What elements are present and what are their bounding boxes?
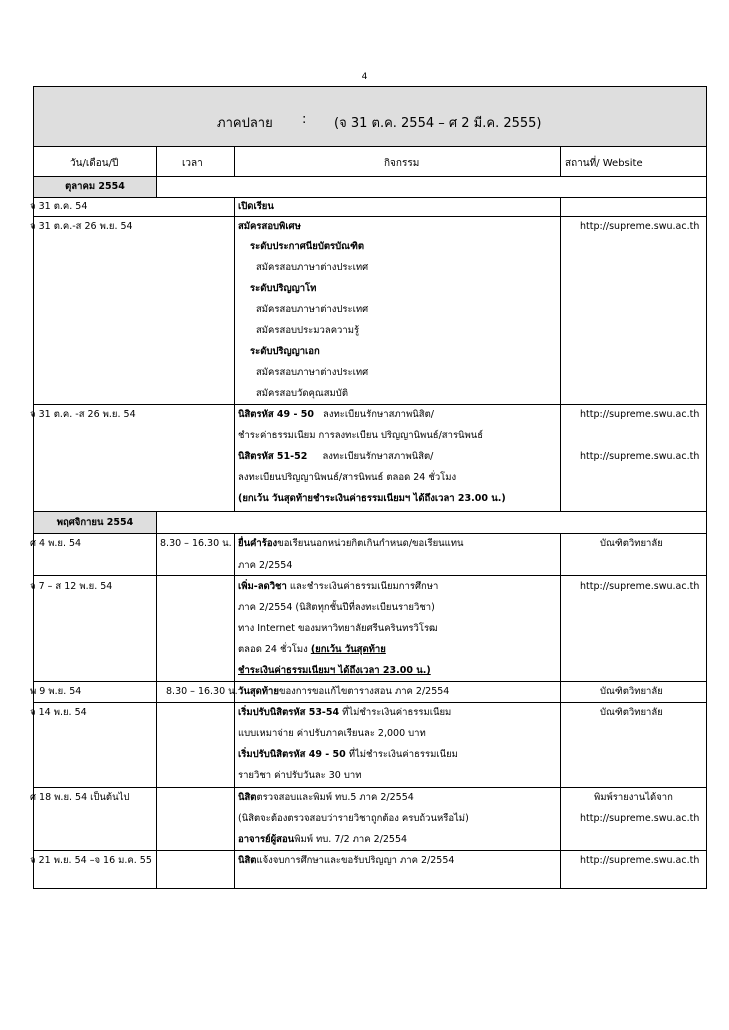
month-row <box>34 512 706 534</box>
activity-text: ตรวจสอบและพิมพ์ ทบ.5 ภาค 2/2554 <box>256 792 414 803</box>
term-banner <box>34 87 706 147</box>
header-time: เวลา <box>182 158 203 169</box>
activity-line: สมัครสอบภาษาต่างประเทศ <box>256 304 369 315</box>
column-header-row <box>34 147 706 177</box>
row-date: จ 31 ต.ค. 54 <box>30 201 88 212</box>
activity-line <box>238 409 434 421</box>
row-divider <box>34 404 706 405</box>
website-link[interactable]: http://supreme.swu.ac.th <box>580 221 700 232</box>
column-divider <box>234 534 235 888</box>
activity-line: สมัครสอบวัดคุณสมบัติ <box>256 388 348 399</box>
row-place: พิมพ์รายงานได้จาก <box>594 792 673 803</box>
activity-text: ของการขอแก้ไขตารางสอน ภาค 2/2554 <box>278 686 450 697</box>
activity-line <box>238 749 458 761</box>
row-place: บัณฑิตวิทยาลัย <box>600 707 663 718</box>
activity-line: (ยกเว้น วันสุดท้ายชำระเงินค่าธรรมเนียมฯ ได้ถึงเวลา 23.00 น.) <box>238 493 506 504</box>
activity-line <box>238 855 454 867</box>
website-link[interactable]: http://supreme.swu.ac.th <box>580 813 700 824</box>
activity-line: ชำระเงินค่าธรรมเนียมฯ ได้ถึงเวลา 23.00 น.) <box>238 665 431 676</box>
activity-text: และชำระเงินค่าธรรมเนียมการศึกษา <box>286 581 439 592</box>
activity-bold: ยื่นคำร้อง <box>238 538 278 549</box>
row-time: 8.30 – 16.30 น. <box>166 686 238 697</box>
activity-bold: อาจารย์ผู้สอน <box>238 834 295 845</box>
row-date: จ 21 พ.ย. 54 –จ 16 ม.ค. 55 <box>30 855 152 866</box>
month-label: ตุลาคม 2554 <box>34 177 157 197</box>
row-divider <box>34 575 706 576</box>
activity-bold: นิสิต <box>238 855 257 866</box>
header-divider <box>234 147 235 176</box>
row-date: จ 31 ต.ค. -ส 26 พ.ย. 54 <box>30 409 136 420</box>
activity-line: เปิดเรียน <box>238 201 274 212</box>
activity-line <box>238 792 414 804</box>
activity-text: ที่ไม่ชำระเงินค่าธรรมเนียม <box>345 749 458 760</box>
activity-line: สมัครสอบภาษาต่างประเทศ <box>256 367 369 378</box>
month-label: พฤศจิกายน 2554 <box>34 512 157 533</box>
activity-line: รายวิชา ค่าปรับวันละ 30 บาท <box>238 770 362 781</box>
month-row <box>34 177 706 198</box>
calendar-table <box>30 86 707 889</box>
activity-bold: เริ่มปรับนิสิตรหัส 53-54 <box>238 707 340 718</box>
column-divider <box>156 534 157 888</box>
activity-line: ระดับประกาศนียบัตรบัณฑิต <box>250 241 365 252</box>
activity-bold: (ยกเว้น วันสุดท้าย <box>310 644 386 655</box>
row-date: จ 31 ต.ค.-ส 26 พ.ย. 54 <box>30 221 133 232</box>
row-date: พ 9 พ.ย. 54 <box>30 686 82 697</box>
activity-text: ตลอด 24 ชั่วโมง <box>238 644 311 655</box>
activity-bold: นิสิตรหัส 51-52 <box>238 451 308 462</box>
activity-line <box>238 581 438 593</box>
row-date: จ 14 พ.ย. 54 <box>30 707 87 718</box>
row-place: บัณฑิตวิทยาลัย <box>600 538 663 549</box>
column-divider <box>560 198 561 511</box>
row-date: ศ 18 พ.ย. 54 เป็นต้นไป <box>30 792 130 803</box>
row-place: บัณฑิตวิทยาลัย <box>600 686 663 697</box>
row-divider <box>34 681 706 682</box>
activity-line <box>238 644 386 656</box>
activity-line: ระดับปริญญาโท <box>250 283 317 294</box>
column-divider <box>560 534 561 888</box>
term-date-range: (จ 31 ต.ค. 2554 – ศ 2 มี.ค. 2555) <box>334 116 542 131</box>
term-colon: : <box>302 112 307 127</box>
activity-text: ที่ไม่ชำระเงินค่าธรรมเนียม <box>339 707 452 718</box>
row-date: จ 7 – ส 12 พ.ย. 54 <box>30 581 113 592</box>
activity-line: สมัครสอบประมวลความรู้ <box>256 325 360 336</box>
activity-line <box>238 707 451 719</box>
activity-line: แบบเหมาจ่าย ค่าปรับภาคเรียนละ 2,000 บาท <box>238 728 426 739</box>
header-activity: กิจกรรม <box>384 158 420 169</box>
activity-line: ระดับปริญญาเอก <box>250 346 320 357</box>
row-divider <box>34 702 706 703</box>
row-divider <box>34 787 706 788</box>
activity-line: สมัครสอบภาษาต่างประเทศ <box>256 262 369 273</box>
header-divider <box>156 147 157 176</box>
term-title: ภาคปลาย <box>217 116 273 131</box>
activity-line <box>238 834 407 846</box>
row-divider <box>34 216 706 217</box>
header-divider <box>560 147 561 176</box>
activity-bold: นิสิตรหัส 49 - 50 <box>238 409 314 420</box>
activity-text: ขอเรียนนอกหน่วยกิตเกินกำหนด/ขอเรียนแทน <box>277 538 464 549</box>
row-divider <box>34 850 706 851</box>
activity-line: สมัครสอบพิเศษ <box>238 221 301 232</box>
activity-text: ลงทะเบียนรักษาสภาพนิสิต/ <box>322 451 434 462</box>
activity-line <box>238 686 449 698</box>
column-divider <box>234 198 235 511</box>
activity-text: พิมพ์ ทบ. 7/2 ภาค 2/2554 <box>294 834 408 845</box>
page-number: 4 <box>361 72 368 82</box>
website-link[interactable]: http://supreme.swu.ac.th <box>580 855 700 866</box>
website-link[interactable]: http://supreme.swu.ac.th <box>580 581 700 592</box>
activity-line <box>238 538 464 550</box>
row-time: 8.30 – 16.30 น. <box>160 538 232 549</box>
activity-line: (นิสิตจะต้องตรวจสอบว่ารายวิชาถูกต้อง ครบถ้วนหรือไม่) <box>238 813 469 824</box>
website-link[interactable]: http://supreme.swu.ac.th <box>580 409 700 420</box>
website-link[interactable]: http://supreme.swu.ac.th <box>580 451 700 462</box>
activity-bold: เพิ่ม-ลดวิชา <box>238 581 287 592</box>
activity-text: แจ้งจบการศึกษาและขอรับปริญญา ภาค 2/2554 <box>256 855 455 866</box>
activity-text: ลงทะเบียนรักษาสภาพนิสิต/ <box>323 409 434 420</box>
activity-line: ภาค 2/2554 (นิสิตทุกชั้นปีที่ลงทะเบียนรายวิชา) <box>238 602 435 613</box>
header-date: วัน/เดือน/ปี <box>70 158 119 169</box>
activity-bold: นิสิต <box>238 792 257 803</box>
activity-line: ชำระค่าธรรมเนียม การลงทะเบียน ปริญญานิพนธ์/สารนิพนธ์ <box>238 430 484 441</box>
activity-bold: วันสุดท้าย <box>238 686 279 697</box>
activity-line <box>238 451 433 463</box>
row-date: ศ 4 พ.ย. 54 <box>30 538 82 549</box>
activity-line: ภาค 2/2554 <box>238 560 293 571</box>
activity-bold: เริ่มปรับนิสิตรหัส 49 - 50 <box>238 749 346 760</box>
activity-line: ลงทะเบียนปริญญานิพนธ์/สารนิพนธ์ ตลอด 24 ชั่วโมง <box>238 472 457 483</box>
activity-line: ทาง Internet ของมหาวิทยาลัยศรีนครินทรวิโรฒ <box>238 623 438 634</box>
header-place: สถานที่/ Website <box>565 158 643 169</box>
